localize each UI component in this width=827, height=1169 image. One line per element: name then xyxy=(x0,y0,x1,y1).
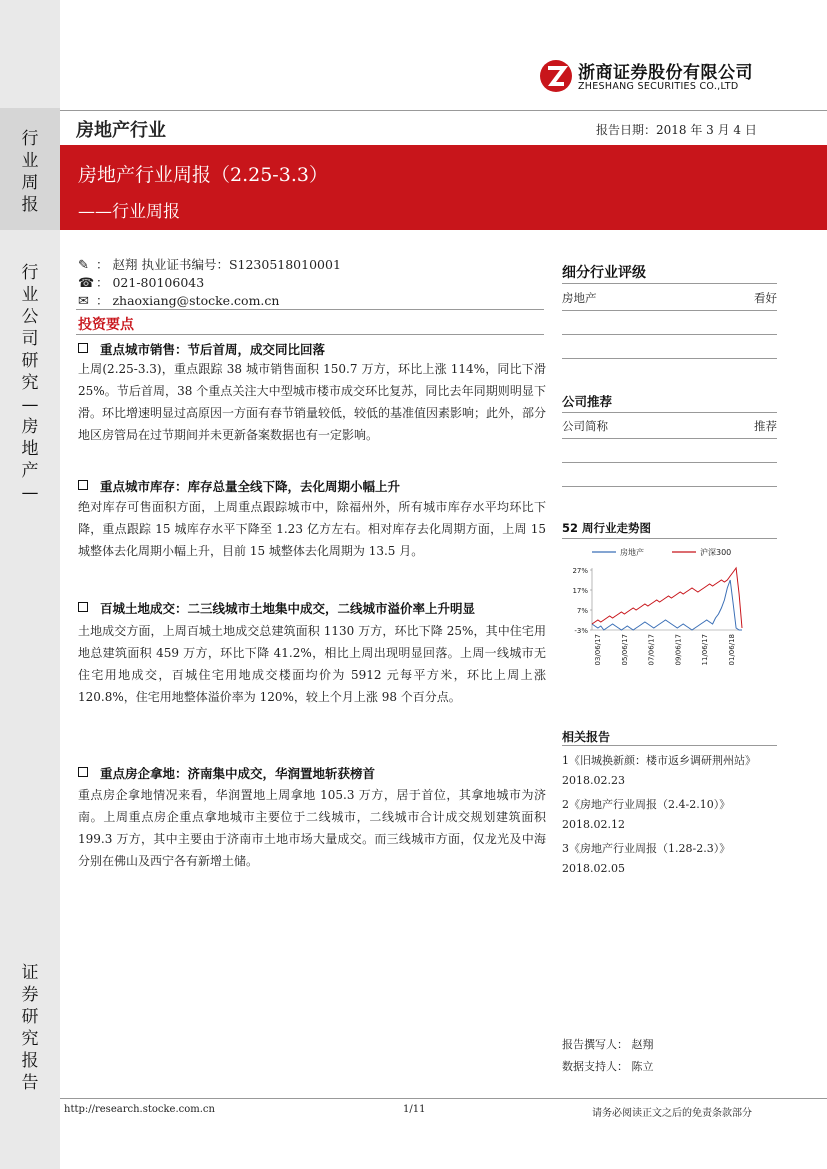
page-number: 1/11 xyxy=(403,1104,426,1115)
footer-url[interactable]: http://research.stocke.com.cn xyxy=(64,1104,215,1115)
item-heading: 重点城市销售：节后首周，成交同比回落 xyxy=(78,340,325,358)
divider xyxy=(562,438,777,439)
phone-icon: ☎ xyxy=(78,276,95,291)
related-report[interactable]: 1《旧城换新颜：楼市返乡调研荆州站》 xyxy=(562,754,756,767)
divider xyxy=(562,283,777,284)
rating-row: 房地产 看好 xyxy=(562,291,777,305)
series-line xyxy=(592,568,742,628)
y-tick-label: 27% xyxy=(572,567,588,575)
divider xyxy=(76,309,544,310)
checkbox-icon xyxy=(78,767,88,777)
checkbox-icon xyxy=(78,602,88,612)
divider xyxy=(562,334,777,335)
x-tick-label: 03/06/17 xyxy=(594,634,602,666)
phone-line: ☎ ： 021-80106043 xyxy=(78,275,205,291)
legend-label: 房地产 xyxy=(620,548,644,557)
report-title: 房地产行业周报（2.25-3.3） xyxy=(78,164,328,186)
related-report-date: 2018.02.05 xyxy=(562,862,625,875)
author-line: ✎ ： 赵翔 执业证书编号：S1230518010001 xyxy=(78,257,341,273)
item-text: 重点房企拿地情况来看，华润置地上周拿地 105.3 万方，居于首位，其拿地城市为济南。上周重点房企重点拿地城市主要位于二线城市，二线城市合计成交规划建筑面积 199.3 万方，其中主要由于济南市土地市场大量成交。而三线城市方面，仅龙光及中海分别在佛山及西宁各有新增土储。 xyxy=(78,788,546,868)
company-row: 公司简称 推荐 xyxy=(562,419,777,433)
item-heading: 重点房企拿地：济南集中成交，华润置地斩获榜首 xyxy=(78,764,375,782)
x-tick-label: 07/06/17 xyxy=(647,634,656,666)
rating-title: 细分行业评级 xyxy=(562,265,646,281)
y-tick-label: -3% xyxy=(574,627,588,635)
logo-mark-icon xyxy=(538,56,574,96)
footer-divider xyxy=(60,1098,827,1099)
legend-label: 沪深300 xyxy=(700,548,732,557)
report-writer: 报告撰写人： 赵翔 xyxy=(562,1038,654,1051)
sidebar-bottom-label: 证 券 研 究 报 告 xyxy=(21,963,39,1093)
divider xyxy=(562,462,777,463)
company-logo xyxy=(538,56,768,100)
item-text: 上周(2.25-3.3)，重点跟踪 38 城市销售面积 150.7 万方，环比上涨 114%，同比下滑 25%。节后首周，38 个重点关注大中型城市楼市成交环比复苏，同比去年同期则明显下滑。环比增速明显过高原因一方面有春节销量较低，较低的基准值因素影响；此外，部分地区房管局在过节期间并未更新备案数据也有一定影响。 xyxy=(78,362,547,442)
divider xyxy=(562,310,777,311)
divider xyxy=(76,334,544,335)
x-tick-label: 05/06/17 xyxy=(620,634,629,666)
x-tick-label: 01/06/18 xyxy=(728,634,736,666)
company-title: 公司推荐 xyxy=(562,394,613,409)
x-tick-label: 11/06/17 xyxy=(701,634,710,666)
sidebar-report-type: 行 业 周 报 xyxy=(21,129,39,215)
section-title: 投资要点 xyxy=(78,317,134,333)
sidebar-category: 行 业 公 司 研 究 — 房 地 产 — xyxy=(21,263,39,503)
checkbox-icon xyxy=(78,343,88,353)
mail-icon: ✉ xyxy=(78,294,89,309)
company-name-cn: 浙商证券股份有限公司 xyxy=(578,63,753,83)
pen-icon: ✎ xyxy=(78,258,89,273)
related-report-date: 2018.02.12 xyxy=(562,818,625,831)
divider xyxy=(562,412,777,413)
related-title: 相关报告 xyxy=(562,730,611,744)
related-report[interactable]: 2《房地产行业周报（2.4-2.10）》 xyxy=(562,798,731,811)
divider xyxy=(562,358,777,359)
x-tick-label: 09/06/17 xyxy=(674,634,683,666)
y-tick-label: 7% xyxy=(576,607,588,615)
divider xyxy=(562,745,777,746)
checkbox-icon xyxy=(78,480,88,490)
related-report-date: 2018.02.23 xyxy=(562,774,625,787)
item-text: 绝对库存可售面积方面，上周重点跟踪城市中，除福州外，所有城市库存水平均环比下降，重点跟踪 15 城库存水平下降至 1.23 亿方左右。相对库存去化周期方面，上周 15 城整体去化周期小幅上升，目前 15 城整体去化周期为 13.5 月。 xyxy=(78,500,546,558)
related-report[interactable]: 3《房地产行业周报（1.28-2.3）》 xyxy=(562,842,731,855)
data-support: 数据支持人： 陈立 xyxy=(562,1060,654,1073)
item-heading: 百城土地成交：二三线城市土地集中成交，二线城市溢价率上升明显 xyxy=(78,599,475,617)
item-text: 土地成交方面，上周百城土地成交总建筑面积 1130 万方，环比下降 25%，其中住宅用地总建筑面积 459 万方，环比下降 41.2%，相比上周出现明显回落。上周一线城市无住宅用地成交，百城住宅用地成交楼面均价为 5912 元每平方米，环比上周上涨 120.8%，住宅用地整体溢价率为 120%，较上个月上涨 98 个百分点。 xyxy=(78,624,546,704)
email-line: ✉ ： zhaoxiang@stocke.com.cn xyxy=(78,293,280,309)
series-line xyxy=(592,580,742,630)
footer-disclaimer: 请务必阅读正文之后的免责条款部分 xyxy=(592,1108,752,1119)
company-name-en: ZHESHANG SECURITIES CO.,LTD xyxy=(578,81,739,92)
trend-chart xyxy=(562,540,777,680)
divider xyxy=(562,486,777,487)
report-subtitle: ——行业周报 xyxy=(78,202,180,222)
item-heading: 重点城市库存：库存总量全线下降，去化周期小幅上升 xyxy=(78,477,400,495)
report-date: 报告日期：2018 年 3 月 4 日 xyxy=(596,123,757,137)
chart-title: 52 周行业走势图 xyxy=(562,521,652,535)
divider xyxy=(562,538,777,539)
y-tick-label: 17% xyxy=(572,587,588,595)
sector-name: 房地产行业 xyxy=(76,120,166,141)
